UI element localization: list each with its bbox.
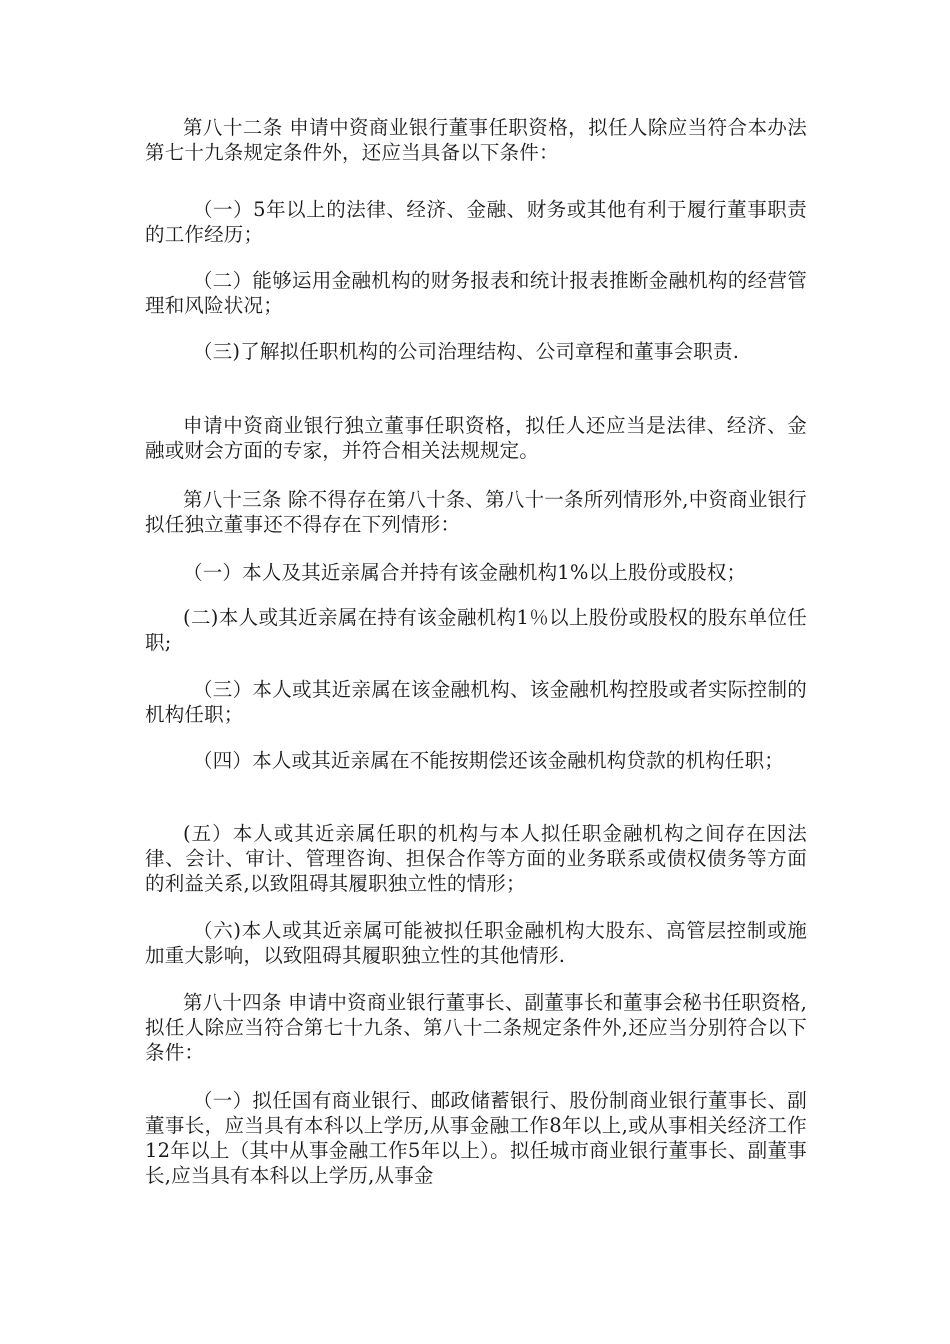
article-82-item-2: （二）能够运用金融机构的财务报表和统计报表推断金融机构的经营管理和风险状况； (145, 269, 807, 317)
article-82-item-1: （一）5年以上的法律、经济、金融、财务或其他有利于履行董事职责的工作经历； (145, 198, 807, 246)
article-83-item-6: （六)本人或其近亲属可能被拟任职金融机构大股东、高管层控制或施加重大影响，以致阻碍其履职独立性的其他情形. (145, 919, 807, 967)
article-82-item-3: （三)了解拟任职机构的公司治理结构、公司章程和董事会职责. (193, 340, 740, 363)
article-83-item-2: (二)本人或其近亲属在持有该金融机构1％以上股份或股权的股东单位任职; (145, 606, 807, 654)
article-83-item-5: (五）本人或其近亲属任职的机构与本人拟任职金融机构之间存在因法律、会计、审计、管理咨询、担保合作等方面的业务联系或债权债务等方面的利益关系,以致阻碍其履职独立性的情形； (145, 822, 807, 895)
article-83-item-4: （四）本人或其近亲属在不能按期偿还该金融机构贷款的机构任职； (193, 749, 785, 772)
article-83-item-3: （三）本人或其近亲属在该金融机构、该金融机构控股或者实际控制的机构任职； (145, 678, 807, 726)
article-83-item-1: （一）本人及其近亲属合并持有该金融机构1%以上股份或股权； (183, 561, 747, 584)
article-82-paragraph: 第八十二条 申请中资商业银行董事任职资格，拟任人除应当符合本办法第七十九条规定条件外，还应当具备以下条件： (145, 116, 807, 164)
article-83-paragraph: 第八十三条 除不得存在第八十条、第八十一条所列情形外,中资商业银行拟任独立董事还不得存在下列情形： (145, 488, 807, 536)
independent-director-paragraph: 申请中资商业银行独立董事任职资格，拟任人还应当是法律、经济、金融或财会方面的专家，并符合相关法规规定。 (145, 414, 807, 462)
article-84-paragraph: 第八十四条 申请中资商业银行董事长、副董事长和董事会秘书任职资格,拟任人除应当符合第七十九条、第八十二条规定条件外,还应当分别符合以下条件： (145, 991, 807, 1064)
article-84-item-1: （一）拟任国有商业银行、邮政储蓄银行、股份制商业银行董事长、副董事长，应当具有本科以上学历,从事金融工作8年以上,或从事相关经济工作12年以上（其中从事金融工作5年以上）。拟任城市商业银行董事长、副董事长,应当具有本科以上学历,从事金 (145, 1089, 807, 1187)
